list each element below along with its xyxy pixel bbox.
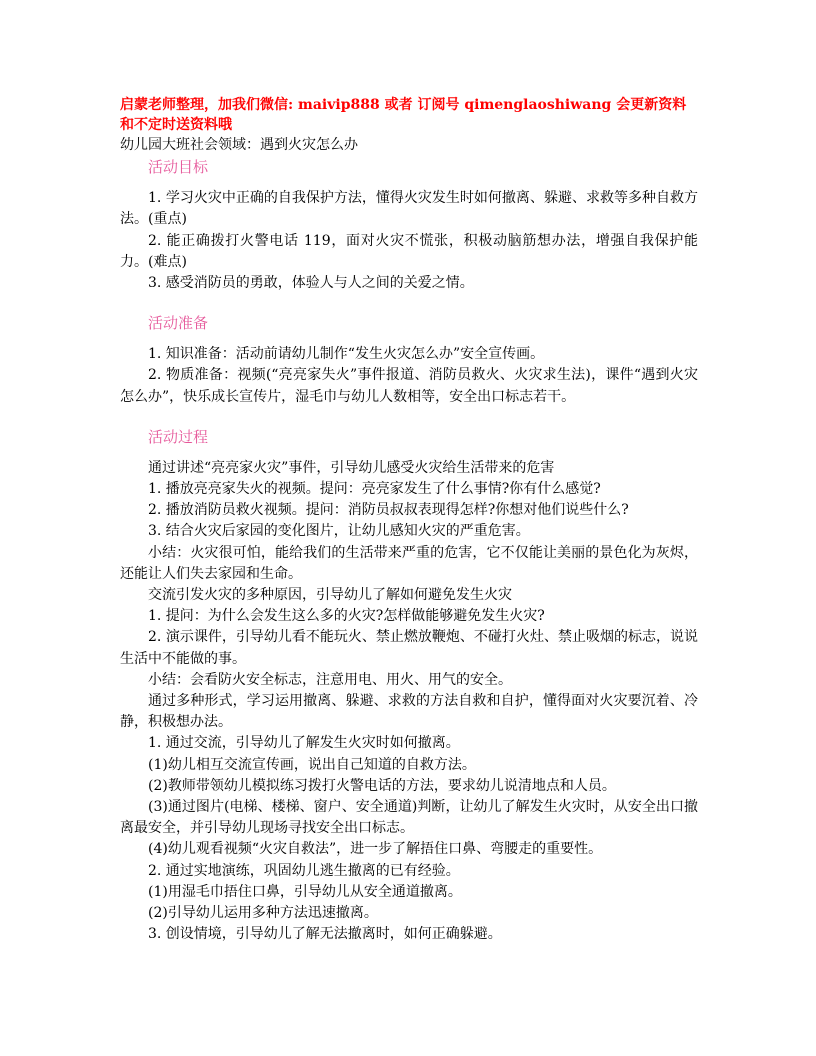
process-item: (4)幼儿观看视频“火灾自救法”，进一步了解捂住口鼻、弯腰走的重要性。 (148, 841, 603, 858)
process-item: 3. 创设情境，引导幼儿了解无法撤离时，如何正确躲避。 (148, 926, 502, 943)
process-item: 交流引发火灾的多种原因，引导幼儿了解如何避免发生火灾 (148, 587, 512, 604)
process-item: 2. 播放消防员救火视频。提问：消防员叔叔表现得怎样?你想对他们说些什么? (148, 502, 629, 519)
goal-item: 2. 能正确拨打火警电话 119，面对火灾不慌张，积极动脑筋想办法，增强自我保护能力。(难点) (120, 232, 698, 270)
section-heading-process: 活动过程 (148, 427, 209, 446)
process-item: 2. 演示课件，引导幼儿看不能玩火、禁止燃放鞭炮、不碰打火灶、禁止吸烟的标志，说说生活中不能做的事。 (120, 629, 698, 667)
process-item: (1)幼儿相互交流宣传画，说出自己知道的自救方法。 (148, 756, 476, 773)
document-title: 幼儿园大班社会领域：遇到火灾怎么办 (120, 137, 358, 153)
process-item: 2. 通过实地演练，巩固幼儿逃生撤离的已有经验。 (148, 862, 460, 879)
section-heading-goals: 活动目标 (148, 158, 209, 177)
process-item: 小结：会看防火安全标志，注意用电、用火、用气的安全。 (148, 671, 512, 688)
process-item: 小结：火灾很可怕，能给我们的生活带来严重的危害，它不仅能让美丽的景色化为灰烬，还能让人们失去家园和生命。 (120, 544, 698, 582)
promo-header: 启蒙老师整理，加我们微信: maivip888 或者 订阅号 qimenglaoshiwang 会更新资料和不定时送资料哦 (120, 97, 687, 133)
process-item: 1. 播放亮亮家失火的视频。提问：亮亮家发生了什么事情?你有什么感觉? (148, 481, 601, 498)
prep-item: 1. 知识准备：活动前请幼儿制作“发生火灾怎么办”安全宣传画。 (148, 346, 545, 363)
goal-item: 3. 感受消防员的勇敢，体验人与人之间的关爱之情。 (148, 275, 474, 292)
process-item: 1. 提问：为什么会发生这么多的火灾?怎样做能够避免发生火灾? (148, 608, 545, 625)
process-item: (2)教师带领幼儿模拟练习拨打火警电话的方法，要求幼儿说清地点和人员。 (148, 777, 616, 794)
goal-item: 1. 学习火灾中正确的自我保护方法，懂得火灾发生时如何撤离、躲避、求救等多种自救方法。(重点) (120, 190, 698, 228)
process-item: 通过讲述“亮亮家火灾”事件，引导幼儿感受火灾给生活带来的危害 (148, 459, 555, 476)
document-page (120, 96, 698, 946)
process-item: (2)引导幼儿运用多种方法迅速撤离。 (148, 905, 378, 922)
prep-item: 2. 物质准备：视频(“亮亮家失火”事件报道、消防员救火、火灾求生法)，课件“遇到火灾怎么办”，快乐成长宣传片，湿毛巾与幼儿人数相等，安全出口标志若干。 (120, 367, 698, 405)
process-item: 通过多种形式，学习运用撤离、躲避、求救的方法自救和自护，懂得面对火灾要沉着、冷静，积极想办法。 (120, 693, 698, 731)
process-item: (3)通过图片(电梯、楼梯、窗户、安全通道)判断，让幼儿了解发生火灾时，从安全出口撤离最安全，并引导幼儿现场寻找安全出口标志。 (120, 799, 698, 837)
process-item: 1. 通过交流，引导幼儿了解发生火灾时如何撤离。 (148, 735, 460, 752)
section-heading-prep: 活动准备 (148, 314, 209, 333)
process-item: 3. 结合火灾后家园的变化图片，让幼儿感知火灾的严重危害。 (148, 523, 530, 540)
process-item: (1)用湿毛巾捂住口鼻，引导幼儿从安全通道撤离。 (148, 883, 462, 900)
